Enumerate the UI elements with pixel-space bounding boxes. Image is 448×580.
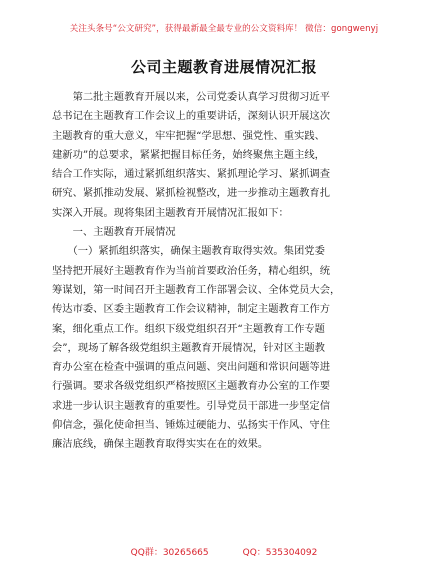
- body-line: 传达市委、区委主题教育工作会议精神，制定主题教育工作方: [52, 303, 331, 316]
- body-line: 主题教育的重大意义，牢牢把握“学思想、强党性、重实践、: [52, 129, 325, 142]
- body-line: 仰信念，强化使命担当、锤炼过硬能力、弘扬实干作风、守住: [52, 419, 331, 432]
- section-heading: 一、主题教育开展情况: [52, 226, 176, 239]
- footer-qq: QQ：535304092: [242, 548, 318, 558]
- body-line: 建新功”的总要求，紧紧把握目标任务，始终聚焦主题主线，: [52, 148, 325, 161]
- document-body: [52, 88, 396, 455]
- document-title: 公司主题教育进展情况汇报: [130, 58, 317, 76]
- body-line: 第二批主题教育开展以来，公司党委认真学习贯彻习近平: [52, 91, 331, 103]
- promo-banner: 关注头条号“公文研究”，获得最新最全最专业的公文资料库！ 微信：gongwenyj: [69, 24, 379, 34]
- body-line: 廉洁底线，确保主题教育取得实实在在的效果。: [52, 438, 269, 451]
- body-line: 总书记在主题教育工作会议上的重要讲话，深刻认识开展这次: [52, 110, 331, 123]
- footer-qq-group: QQ群：30265665: [130, 548, 209, 558]
- body-line: 实深入开展。现将集团主题教育开展情况汇报如下：: [52, 206, 289, 219]
- body-line: 求进一步认识主题教育的重要性。引导党员干部进一步坚定信: [52, 399, 331, 412]
- body-line: 会”，现场了解各级党组织主题教育开展情况，针对区主题教: [52, 341, 325, 354]
- footer-contact: [0, 545, 448, 558]
- body-line: （一）紧抓组织落实，确保主题教育取得实效。集团党委: [52, 245, 325, 258]
- body-line: 结合工作实际，通过紧抓组织落实、紧抓理论学习、紧抓调查: [52, 168, 331, 181]
- body-line: 行强调。要求各级党组织严格按照区主题教育办公室的工作要: [52, 380, 331, 393]
- body-line: 坚持把开展好主题教育作为当前首要政治任务，精心组织，统: [52, 264, 331, 277]
- body-line: 研究、紧抓推动发展、紧抓检视整改，进一步推动主题教育扎: [52, 187, 331, 200]
- body-line: 案，细化重点工作。组织下级党组织召开“主题教育工作专题: [52, 322, 325, 335]
- body-line: 筹谋划，第一时间召开主题教育工作部署会议、全体党员大会，: [52, 283, 341, 296]
- body-line: 育办公室在检查中强调的重点问题、突出问题和常识问题等进: [52, 361, 331, 374]
